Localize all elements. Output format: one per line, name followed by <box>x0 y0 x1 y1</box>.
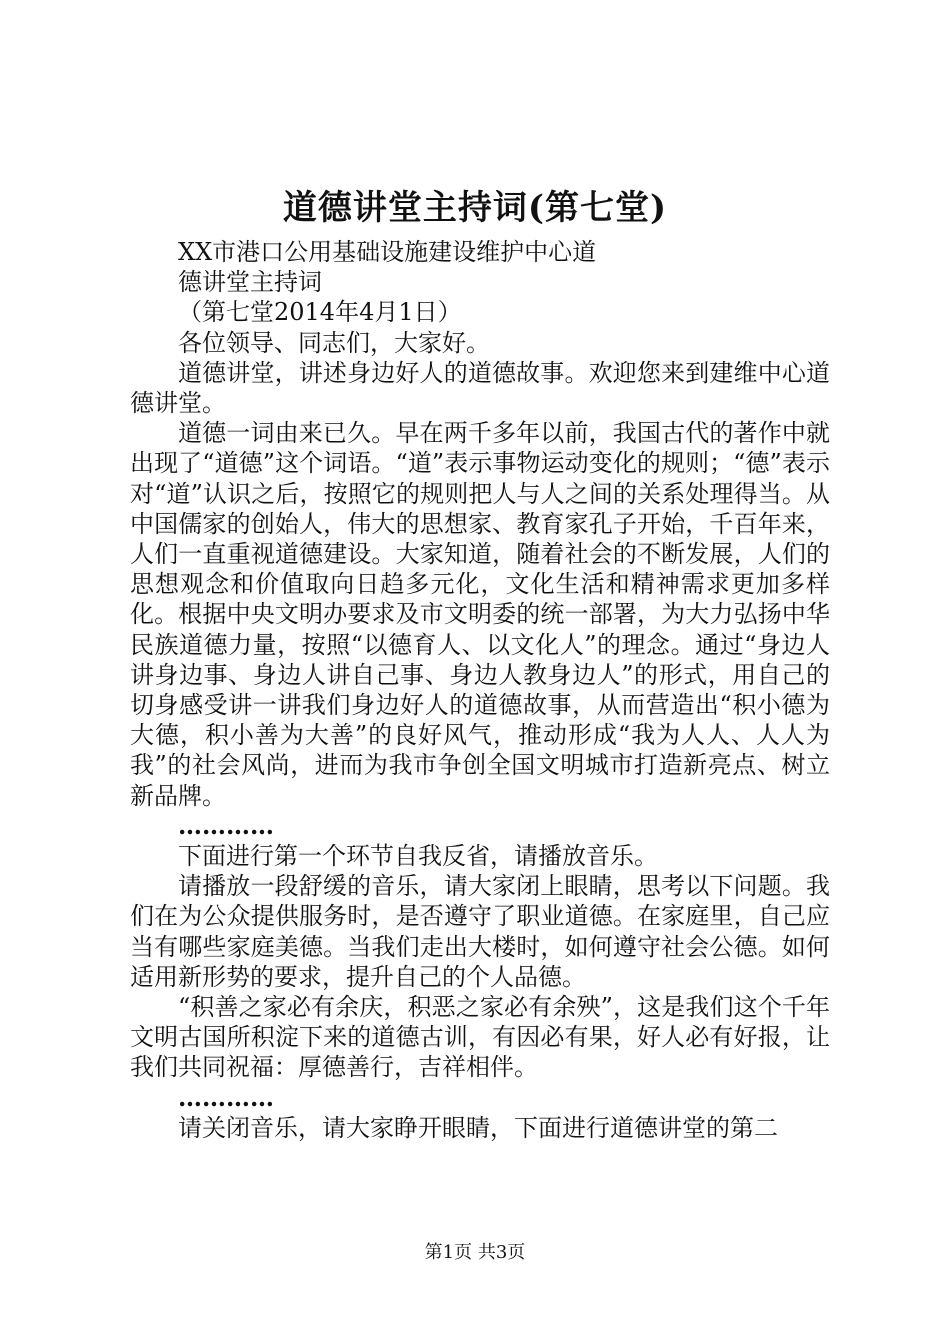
document-body <box>130 237 830 1143</box>
paragraph: XX市港口公用基础设施建设维护中心道 <box>178 238 597 266</box>
paragraph: 下面进行第一个环节自我反省，请播放音乐。 <box>178 842 658 871</box>
paragraph: 请播放一段舒缓的音乐，请大家闭上眼睛，思考以下问题。我们在为公众提供服务时，是否遵守了职业道德。在家庭里，自己应当有哪些家庭美德。当我们走出大楼时，如何遵守社会公德。如何适用新形势的要求，提升自己的个人品德。 <box>130 872 830 991</box>
page-footer: 第1页 共3页 <box>424 1242 526 1263</box>
ellipsis-divider: ………… <box>178 810 274 840</box>
paragraph: 德讲堂主持词 <box>178 268 322 297</box>
ellipsis-divider: ………… <box>178 1082 274 1112</box>
paragraph: 各位领导、同志们，大家好。 <box>178 328 490 357</box>
paragraph: “积善之家必有余庆，积恶之家必有余殃”，这是我们这个千年文明古国所积淀下来的道德古训，有因必有果，好人必有好报，让我们共同祝福：厚德善行，吉祥相伴。 <box>130 993 830 1082</box>
document-title: 道德讲堂主持词(第七堂) <box>282 188 668 228</box>
paragraph: 请关闭音乐，请大家睁开眼睛，下面进行道德讲堂的第二 <box>178 1113 778 1142</box>
paragraph: （第七堂2014年4月1日） <box>178 298 462 327</box>
paragraph: 道德一词由来已久。早在两千多年以前，我国古代的著作中就出现了“道德”这个词语。“道”表示事物运动变化的规则；“德”表示对“道”认识之后，按照它的规则把人与人之间的关系处理得当。从中国儒家的创始人，伟大的思想家、教育家孔子开始，千百年来，人们一直重视道德建设。大家知道，随着社会的不断发展，人们的思想观念和价值取向日趋多元化，文化生活和精神需求更加多样化。根据中央文明办要求及市文明委的统一部署，为大力弘扬中华民族道德力量，按照“以德育人、以文化人”的理念。通过“身边人讲身边事、身边人讲自己事、身边人教身边人”的形式，用自己的切身感受讲一讲我们身边好人的道德故事，从而营造出“积小德为大德，积小善为大善”的良好风气，推动形成“我为人人、人人为我”的社会风尚，进而为我市争创全国文明城市打造新亮点、树立新品牌。 <box>130 419 830 810</box>
paragraph: 道德讲堂，讲述身边好人的道德故事。欢迎您来到建维中心道德讲堂。 <box>130 358 830 418</box>
